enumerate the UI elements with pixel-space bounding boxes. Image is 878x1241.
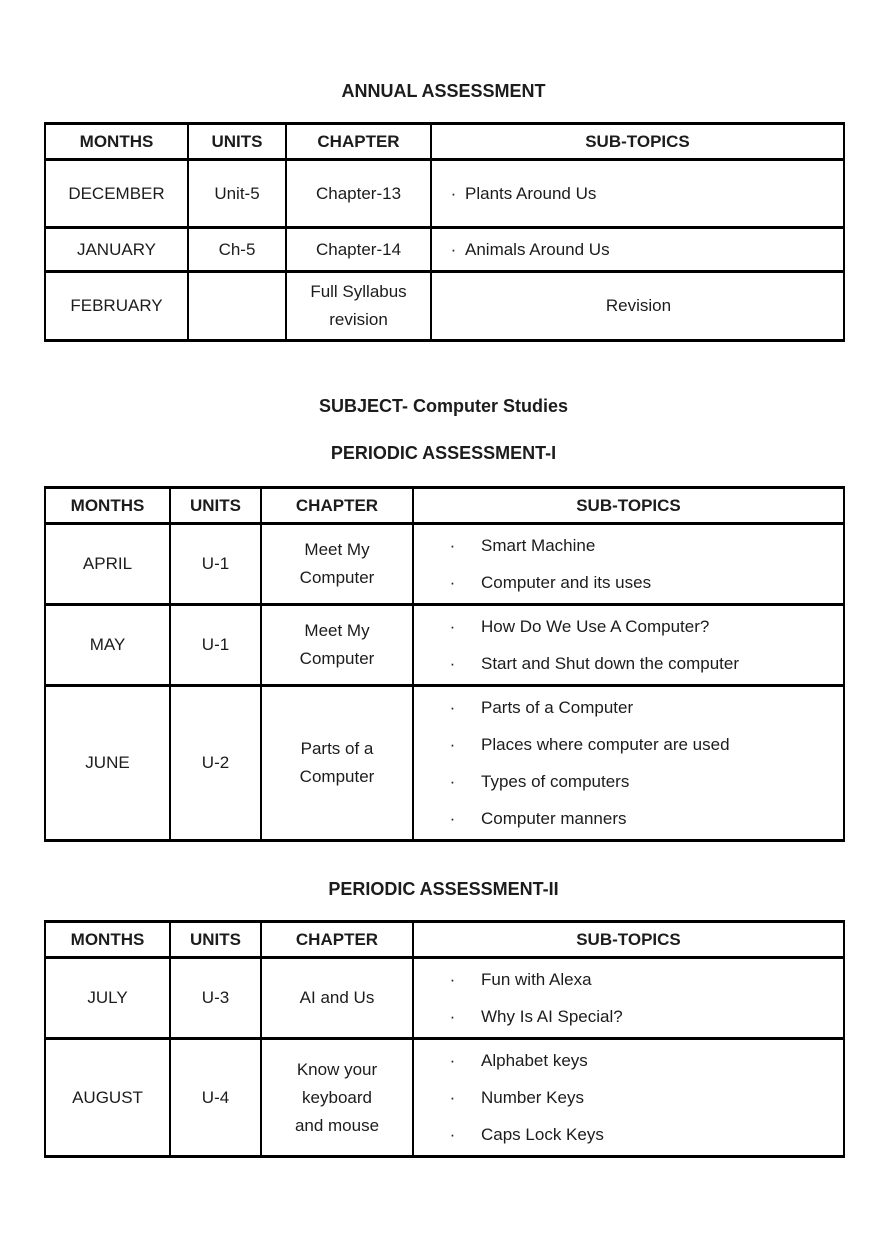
months-header: MONTHS [45, 922, 170, 958]
bullet-icon: · [449, 1125, 456, 1144]
subtopic-item [424, 1116, 835, 1153]
month-cell: JULY [45, 958, 170, 1039]
unit-cell [188, 272, 286, 341]
month-cell: MAY [45, 605, 170, 686]
unit-cell: U-1 [170, 524, 261, 605]
subtopic-label: Caps Lock Keys [481, 1124, 604, 1144]
chapter-header: CHAPTER [286, 124, 431, 160]
subtopic-label: Parts of a Computer [481, 697, 634, 717]
annual-assessment-title: ANNUAL ASSESSMENT [341, 81, 546, 101]
bullet-icon: · [450, 240, 457, 259]
chapter-header: CHAPTER [261, 488, 413, 524]
subtopic-item [424, 1079, 835, 1116]
chapter-header: CHAPTER [261, 922, 413, 958]
bullet-icon: · [449, 735, 456, 754]
chapter-cell: Full Syllabus revision [286, 272, 431, 341]
subtopic-label: Plants Around Us [465, 183, 597, 203]
subtopic-item [424, 726, 835, 763]
subtopics-cell [431, 228, 844, 272]
bullet-icon: · [449, 970, 456, 989]
table-row [45, 228, 844, 272]
subtopic-item [424, 800, 835, 837]
subtopic-label: Places where computer are used [481, 734, 730, 754]
subtopic-item [424, 689, 835, 726]
chapter-cell: Meet My Computer [261, 605, 413, 686]
chapter-cell: Meet My Computer [261, 524, 413, 605]
table-header-row [45, 124, 844, 160]
subtopic-item [442, 231, 835, 268]
subtopic-label: Computer and its uses [481, 572, 652, 592]
subtopic-label: Fun with Alexa [481, 969, 592, 989]
subtopics-header: SUB-TOPICS [431, 124, 844, 160]
month-cell: JANUARY [45, 228, 188, 272]
subtopics-cell [431, 272, 844, 341]
subtopic-label: Types of computers [481, 771, 630, 791]
subtopic-label: Start and Shut down the computer [481, 653, 739, 673]
periodic-assessment-1-table [44, 486, 845, 842]
bullet-icon: · [449, 1088, 456, 1107]
chapter-cell: Chapter-13 [286, 160, 431, 228]
table-row [45, 605, 844, 686]
unit-cell: U-1 [170, 605, 261, 686]
subtopic-item [442, 175, 835, 212]
units-header: UNITS [170, 922, 261, 958]
periodic-assessment-2-table [44, 920, 845, 1158]
subtopic-item [424, 645, 835, 682]
table-header-row [45, 488, 844, 524]
subtopic-item [424, 998, 835, 1035]
table-row [45, 686, 844, 841]
unit-cell: U-4 [170, 1039, 261, 1157]
periodic-assessment-2-title: PERIODIC ASSESSMENT-II [328, 879, 559, 899]
unit-cell: Ch-5 [188, 228, 286, 272]
table-row [45, 272, 844, 341]
subtopic-item [424, 608, 835, 645]
table-header-row [45, 922, 844, 958]
bullet-icon: · [449, 573, 456, 592]
bullet-icon: · [450, 184, 457, 203]
chapter-cell: Parts of a Computer [261, 686, 413, 841]
bullet-icon: · [449, 772, 456, 791]
units-header: UNITS [170, 488, 261, 524]
table-row [45, 1039, 844, 1157]
subtopic-item [424, 763, 835, 800]
subject-title: SUBJECT- Computer Studies [318, 396, 569, 416]
months-header: MONTHS [45, 124, 188, 160]
unit-cell: U-3 [170, 958, 261, 1039]
subtopics-header: SUB-TOPICS [413, 922, 844, 958]
table-row [45, 524, 844, 605]
months-header: MONTHS [45, 488, 170, 524]
bullet-icon: · [449, 536, 456, 555]
subtopic-label: Number Keys [481, 1087, 584, 1107]
bullet-icon: · [449, 698, 456, 717]
unit-cell: U-2 [170, 686, 261, 841]
subtopic-label: Animals Around Us [465, 239, 610, 259]
subtopics-cell [413, 1039, 844, 1157]
subtopics-cell [413, 958, 844, 1039]
units-header: UNITS [188, 124, 286, 160]
month-cell: AUGUST [45, 1039, 170, 1157]
bullet-icon: · [449, 1051, 456, 1070]
table-row [45, 958, 844, 1039]
subtopics-header: SUB-TOPICS [413, 488, 844, 524]
subtopic-item [424, 1042, 835, 1079]
annual-assessment-table [44, 122, 845, 342]
subtopics-cell [431, 160, 844, 228]
subtopic-label: How Do We Use A Computer? [481, 616, 710, 636]
subtopic-plain-label: Revision [605, 296, 672, 315]
subtopics-cell [413, 686, 844, 841]
subtopic-label: Why Is AI Special? [481, 1006, 623, 1026]
chapter-cell: Chapter-14 [286, 228, 431, 272]
month-cell: APRIL [45, 524, 170, 605]
bullet-icon: · [449, 617, 456, 636]
periodic-assessment-1-title: PERIODIC ASSESSMENT-I [330, 443, 557, 463]
bullet-icon: · [449, 654, 456, 673]
subtopics-cell [413, 524, 844, 605]
month-cell: FEBRUARY [45, 272, 188, 341]
unit-cell: Unit-5 [188, 160, 286, 228]
bullet-icon: · [449, 1007, 456, 1026]
month-cell: JUNE [45, 686, 170, 841]
month-cell: DECEMBER [45, 160, 188, 228]
document-content [44, 80, 843, 1158]
subtopic-label: Smart Machine [481, 535, 596, 555]
chapter-cell: AI and Us [261, 958, 413, 1039]
table-row [45, 160, 844, 228]
subtopic-item [424, 527, 835, 564]
subtopic-label: Computer manners [481, 808, 627, 828]
subtopics-cell [413, 605, 844, 686]
subtopic-item [424, 564, 835, 601]
chapter-cell: Know your keyboard and mouse [261, 1039, 413, 1157]
bullet-icon: · [449, 809, 456, 828]
subtopic-label: Alphabet keys [481, 1050, 588, 1070]
subtopic-item [424, 961, 835, 998]
